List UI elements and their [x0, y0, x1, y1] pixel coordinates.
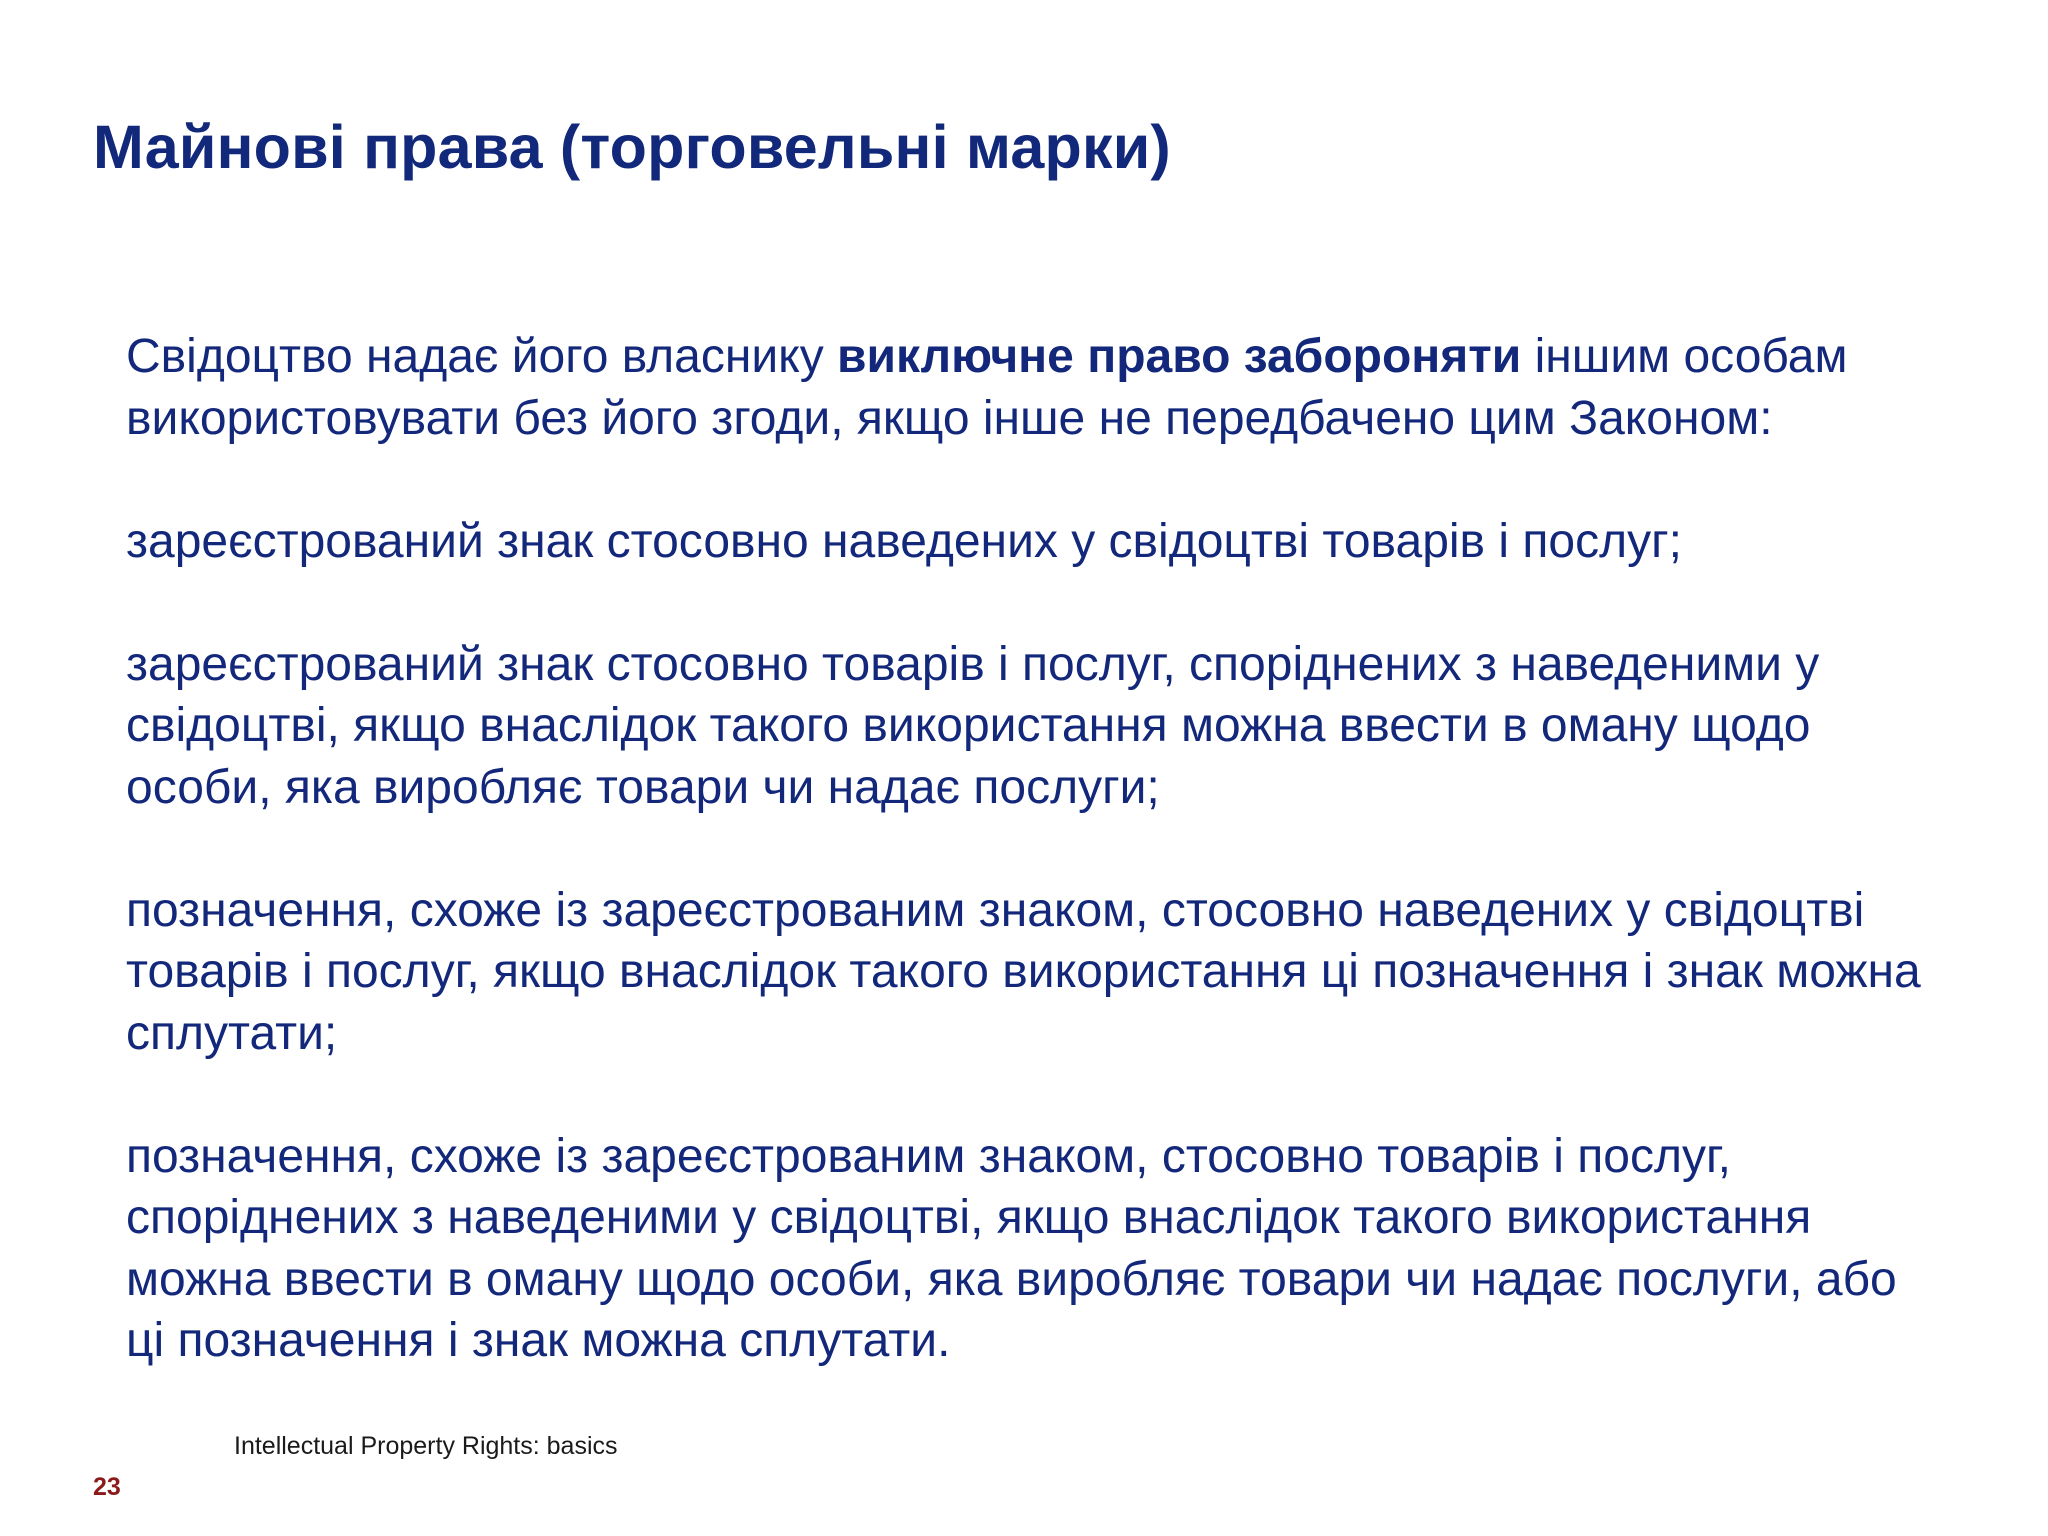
slide-title: Майнові права (торговельні марки) — [93, 113, 1171, 181]
slide-body — [126, 326, 1926, 1433]
intro-bold-text: виключне право забороняти — [837, 330, 1522, 383]
intro-text-start: Свідоцтво надає його власнику — [126, 330, 838, 383]
footer-caption: Intellectual Property Rights: basics — [234, 1432, 618, 1460]
intro-paragraph — [126, 326, 1926, 449]
list-item: зареєстрований знак стосовно товарів і послуг, споріднених з наведеними у свідоцтві, якщо внаслідок такого використання можна ввести в оману щодо особи, яка виробляє товари чи надає послуги; — [126, 637, 1820, 814]
list-item: зареєстрований знак стосовно наведених у свідоцтві товарів і послуг; — [126, 514, 1682, 568]
intro-text-end: іншим особам використовувати без його згоди, якщо інше не передбачено цим Законом: — [126, 330, 1848, 445]
list-item: позначення, схоже із зареєстрованим знаком, стосовно товарів і послуг, споріднених з наведеними у свідоцтві, якщо внаслідок такого використання можна ввести в оману щодо особи, яка виробляє товари чи надає послуги, або ці позначення і знак можна сплутати. — [126, 1129, 1897, 1367]
page-number: 23 — [93, 1473, 121, 1501]
list-item: позначення, схоже із зареєстрованим знаком, стосовно наведених у свідоцтві товарів і послуг, якщо внаслідок такого використання ці позначення і знак можна сплутати; — [126, 883, 1921, 1060]
